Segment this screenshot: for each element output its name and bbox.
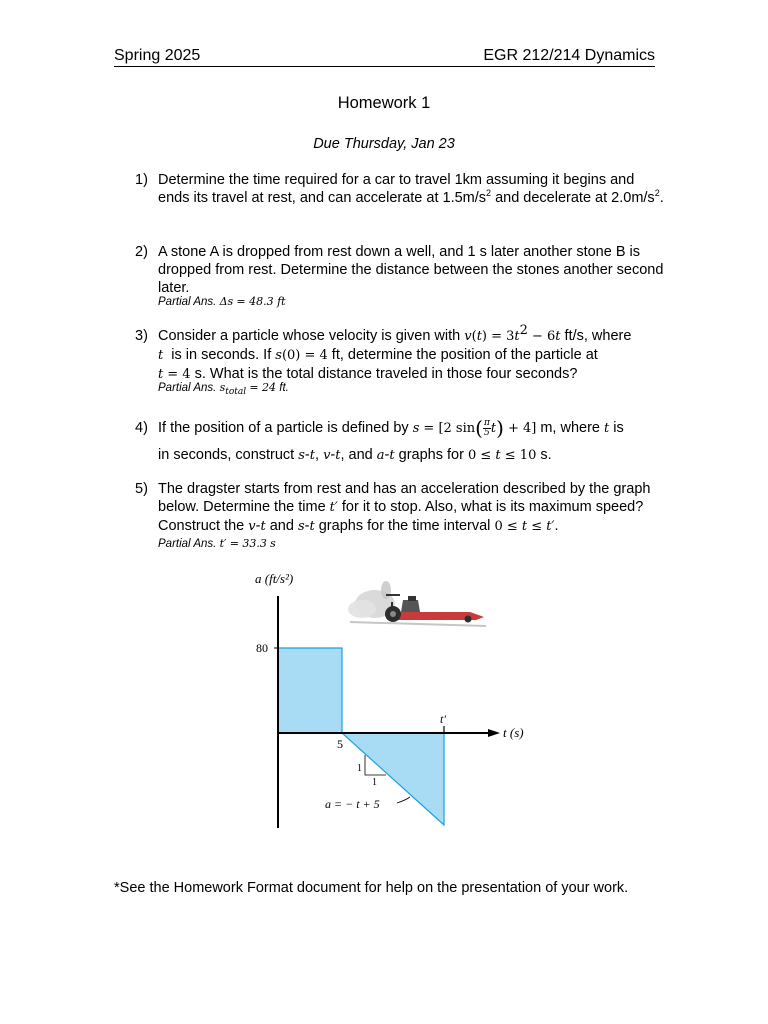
tick-label-5: 5: [337, 737, 343, 751]
line-equation: a = − t + 5: [325, 797, 380, 811]
problem-text: The dragster starts from rest and has an acceleration described by the graph below. Determine the time t′ for it to stop. Also, what is its maximum speed? Construct the v-t and s-t graphs for the time interval 0 ≤ t ≤ t′.: [158, 481, 651, 534]
x-axis-label: t (s): [503, 725, 524, 740]
negative-area: [342, 733, 444, 825]
due-date: Due Thursday, Jan 23: [313, 136, 455, 152]
partial-answer-5: Partial Ans. t′ = 33.3 s: [158, 537, 276, 550]
problem-number: 5): [135, 481, 148, 497]
problem-number: 4): [135, 420, 148, 436]
problem-number: 1): [135, 172, 148, 188]
problem-text: Consider a particle whose velocity is given with $v(t) = 3t^2 - 6t$ ft/s, where t is in seconds. If s(0) = 4 ft, determine the position of the particle at t = 4 s. What is the total distance traveled in those four seconds?: [158, 323, 632, 382]
dragster-illustration: [348, 581, 486, 626]
tick-label-tprime: t′: [440, 712, 446, 726]
partial-answer-2: Partial Ans. Δs = 48.3 ft: [158, 295, 286, 308]
x-axis-arrow-icon: [488, 729, 500, 737]
course-label: EGR 212/214 Dynamics: [483, 47, 655, 64]
problem-text: A stone A is dropped from rest down a well, and 1 s later another stone B is dropped from rest. Determine the distance between the stones another second later.: [158, 244, 664, 296]
footer-note: *See the Homework Format document for help on the presentation of your work.: [114, 880, 629, 896]
equation-leader: [397, 797, 410, 803]
problem-number: 2): [135, 244, 148, 260]
slope-rise-label: 1: [357, 763, 362, 774]
problem-text: Determine the time required for a car to travel 1km assuming it begins and ends its travel at rest, and can accelerate at $1.5m/s^2$ and decelerate at $2.0m/s^2$.: [158, 172, 664, 206]
tick-label-80: 80: [256, 641, 268, 655]
y-axis-label: a (ft/s²): [255, 571, 294, 586]
problem-text: If the position of a particle is defined by s = [2 sin( $\frac{\pi}{5}$ t) + 4] m, where t is in seconds, construct s-t, v-t, and a-t graphs for 0 ≤ t ≤ 10 s.: [158, 416, 624, 463]
positive-area: [278, 648, 342, 733]
slope-run-label: 1: [372, 777, 377, 788]
semester-label: Spring 2025: [114, 47, 201, 64]
page-title: Homework 1: [337, 94, 431, 112]
partial-answer-3: Partial Ans. $s_{total} = 24$ ft.: [158, 381, 289, 398]
problem-number: 3): [135, 328, 148, 344]
